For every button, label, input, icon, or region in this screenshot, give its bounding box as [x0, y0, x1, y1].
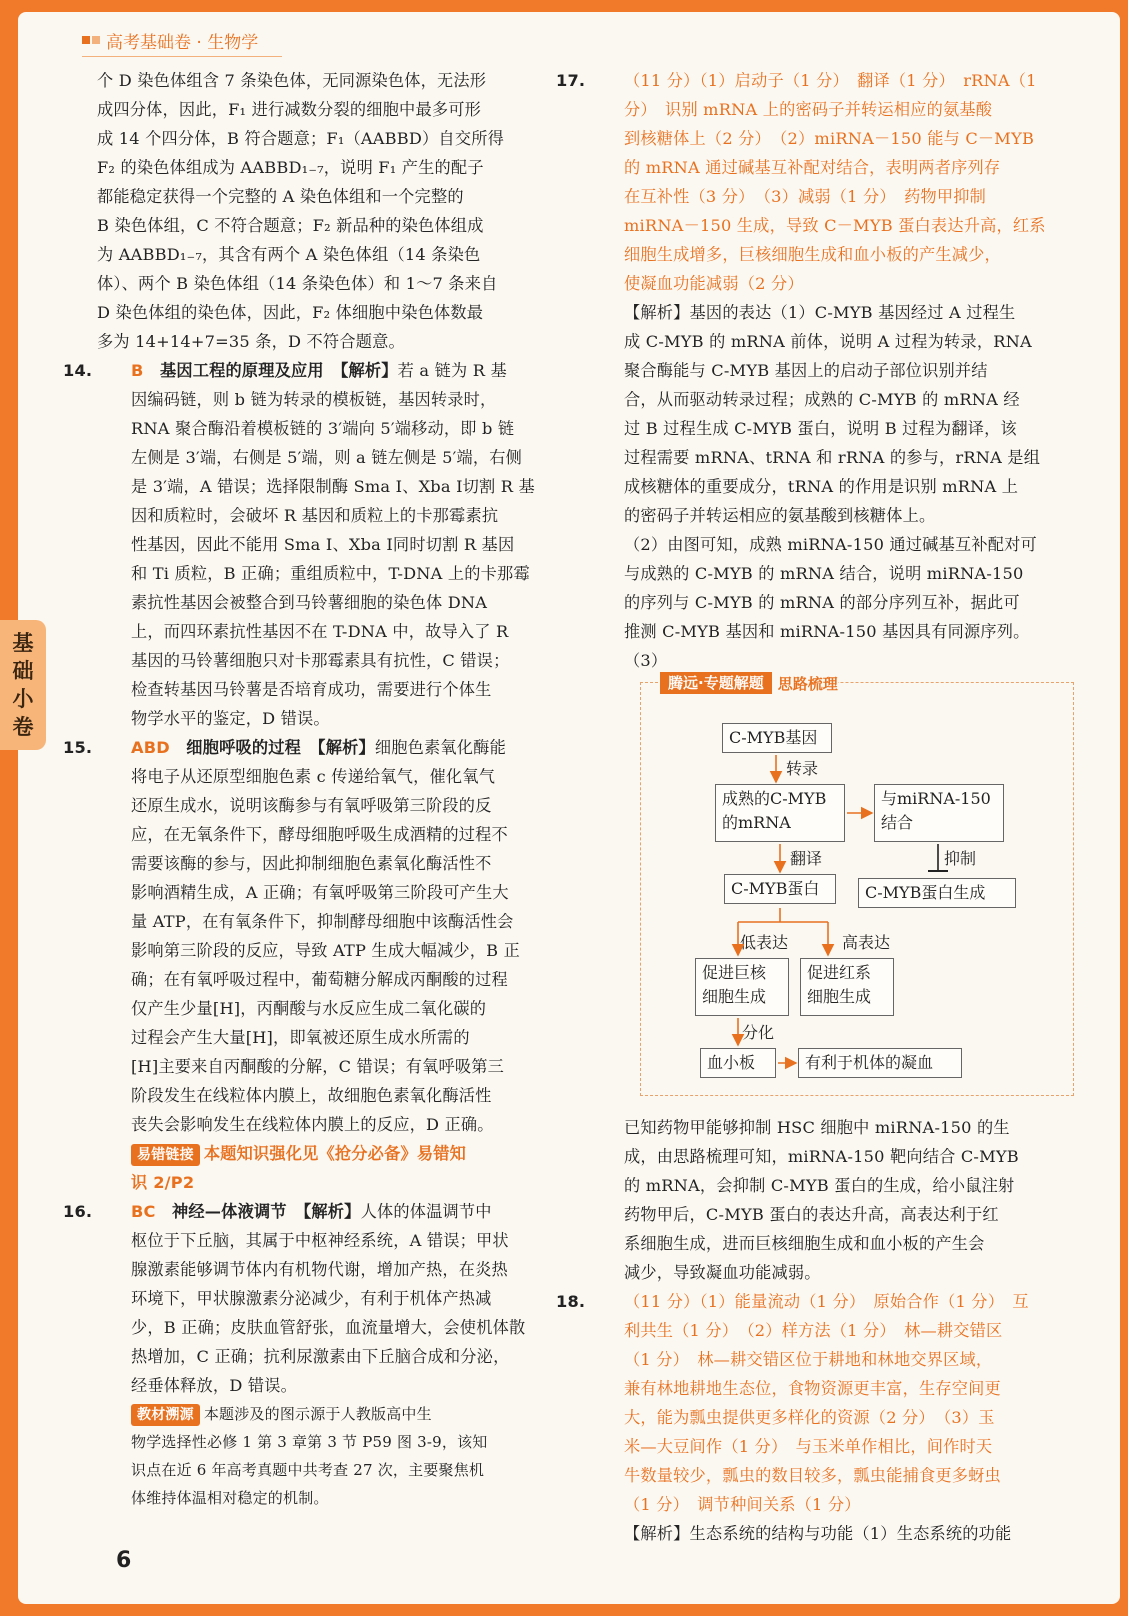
text-line: 需要该酶的参与，因此抑制细胞色素氧化酶活性不: [131, 854, 492, 873]
node-megakaryocyte: [695, 958, 789, 1016]
text-line: 推测 C-MYB 基因和 miRNA-150 基因具有同源序列。: [624, 622, 1030, 641]
text-line: 物学水平的鉴定，D 错误。: [131, 709, 330, 728]
text-line: 成四分体，因此，F₁ 进行减数分裂的细胞中最多可形: [97, 100, 481, 119]
node-mature-mrna: [715, 784, 845, 842]
side-tab-char: 卷: [12, 715, 34, 739]
answer-line: 米—大豆间作（1 分） 与玉米单作相比，间作时天: [624, 1437, 993, 1456]
edge-label-differentiate: 分化: [742, 1023, 775, 1042]
page-header: [82, 26, 258, 54]
text-line: 仅产生少量[H]，丙酮酸与水反应生成二氧化碳的: [131, 999, 487, 1018]
text-line: 将电子从还原型细胞色素 c 传递给氧气，催化氧气: [131, 767, 496, 786]
question-14: [63, 356, 567, 733]
text-line: 的 mRNA，会抑制 C-MYB 蛋白的生成，给小鼠注射: [624, 1176, 1015, 1195]
analysis-tag: 【解析】: [317, 738, 375, 757]
node-label: 血小板: [707, 1053, 756, 1072]
text-line: 【解析】生态系统的结构与功能（1）生态系统的功能: [624, 1524, 1012, 1543]
node-label: 细胞生成: [807, 987, 872, 1006]
text-line: 热增加，C 正确；抗利尿激素由下丘脑合成和分泌，: [131, 1347, 510, 1366]
node-label: 结合: [881, 813, 914, 832]
text-line: 【解析】基因的表达（1）C-MYB 基因经过 A 过程生: [624, 303, 1016, 322]
left-column: [63, 66, 567, 1512]
text-line: 基因的马铃薯细胞只对卡那霉素具有抗性，C 错误；: [131, 651, 510, 670]
analysis-tag: 【解析】: [303, 1202, 361, 1221]
text-line: 聚合酶能与 C-MYB 基因上的启动子部位识别并结: [624, 361, 988, 380]
topic-label: 神经—体液调节: [172, 1202, 287, 1221]
answer-key: ABD: [131, 738, 170, 757]
side-tab: [0, 620, 46, 750]
text-line: 左侧是 3′端，右侧是 5′端，则 a 链左侧是 5′端，右侧: [131, 448, 523, 467]
q17-head: [556, 66, 1070, 95]
answer-line: （1 分） 调节种间关系（1 分）: [624, 1495, 861, 1514]
text-line: 的密码子并转运相应的氨基酸到核糖体上。: [624, 506, 936, 525]
text-line: 成核糖体的重要成分，tRNA 的作用是识别 mRNA 上: [624, 477, 1019, 496]
text-line: D 染色体组的染色体，因此，F₂ 体细胞中染色体数最: [97, 303, 484, 322]
answer-line: （11 分）（1）启动子（1 分） 翻译（1 分） rRNA（1: [624, 71, 1037, 90]
topic-label: 细胞呼吸的过程: [186, 738, 302, 757]
node-protein: [724, 874, 836, 904]
text-line: 与成熟的 C-MYB 的 mRNA 结合，说明 miRNA-150: [624, 564, 1024, 583]
textbook-source-badge: 教材溯源: [131, 1404, 200, 1426]
answer-line: 的 mRNA 通过碱基互补配对结合，表明两者序列存: [624, 158, 1001, 177]
text-line: 过程需要 mRNA、tRNA 和 rRNA 的参与，rRNA 是组: [624, 448, 1041, 467]
answer-line: 在互补性（3 分） （3）减弱（1 分） 药物甲抑制: [624, 187, 987, 206]
text-line: 少，B 正确；皮肤血管舒张，血流量增大，会使机体散: [131, 1318, 526, 1337]
text-line: F₂ 的染色体组成为 AABBD₁₋₇，说明 F₁ 产生的配子: [97, 158, 484, 177]
node-label: C-MYB基因: [729, 728, 818, 747]
analysis-tag: 【解析】: [340, 361, 398, 380]
question-number: 14.: [63, 361, 93, 380]
node-label: 细胞生成: [702, 987, 767, 1006]
answer-line: 兼有林地耕地生态位，食物资源更丰富，生存空间更: [624, 1379, 1001, 1398]
text-line: RNA 聚合酶沿着模板链的 3′端向 5′端移动，即 b 链: [131, 419, 515, 438]
text-line: 本题涉及的图示源于人教版高中生: [203, 1405, 432, 1423]
side-tab-char: 基: [12, 631, 34, 655]
text-line: 细胞色素氧化酶能: [374, 738, 506, 757]
answer-line: 大，能为瓢虫提供更多样化的资源（2 分） （3）玉: [624, 1408, 995, 1427]
node-label: 促进红系: [807, 963, 872, 982]
text-line: 体）、两个 B 染色体组（14 条染色体）和 1～7 条来自: [97, 274, 498, 293]
text-line: 量 ATP，在有氧条件下，抑制酵母细胞中该酶活性会: [131, 912, 514, 931]
side-tab-char: 小: [12, 687, 34, 711]
text-line: （2）由图可知，成熟 miRNA-150 通过碱基互补配对可: [624, 535, 1037, 554]
diagram-badge: 腾远·专题解题: [660, 672, 772, 694]
text-line: 过程会产生大量[H]，即氧被还原生成水所需的: [131, 1028, 470, 1047]
text-line: 阶段发生在线粒体内膜上，故细胞色素氧化酶活性: [131, 1086, 492, 1105]
text-line: 经垂体释放，D 错误。: [131, 1376, 298, 1395]
text-line: 影响酒精生成，A 正确；有氧呼吸第三阶段可产生大: [131, 883, 509, 902]
text-line: 个 D 染色体组含 7 条染色体，无同源染色体，无法形: [97, 71, 487, 90]
question-number: 16.: [63, 1202, 93, 1221]
q18-head: [556, 1287, 1070, 1316]
page-number: 6: [116, 1548, 132, 1573]
node-label: 与miRNA-150: [881, 789, 991, 808]
answer-line: 使凝血功能减弱（2 分）: [624, 274, 804, 293]
node-label: C-MYB蛋白生成: [865, 883, 986, 902]
text-line: 确；在有氧呼吸过程中，葡萄糖分解成丙酮酸的过程: [131, 970, 508, 989]
question-number: 15.: [63, 738, 93, 757]
node-gene: [722, 723, 832, 753]
question-18: [556, 1287, 1070, 1548]
text-line: 多为 14+14+7=35 条，D 不符合题意。: [97, 332, 405, 351]
text-line: 还原生成水，说明该酶参与有氧呼吸第三阶段的反: [131, 796, 492, 815]
text-line: 上，而四环素抗性基因不在 T-DNA 中，故导入了 R: [131, 622, 509, 641]
answer-line: （11 分）（1）能量流动（1 分） 原始合作（1 分） 互: [624, 1292, 1029, 1311]
text-line: 性基因，因此不能用 Sma Ⅰ、Xba Ⅰ同时切割 R 基因: [131, 535, 515, 554]
q14-head: [63, 356, 567, 385]
node-erythroid: [800, 958, 894, 1016]
text-line: 素抗性基因会被整合到马铃薯细胞的染色体 DNA: [131, 593, 488, 612]
answer-line: 牛数量较少，瓢虫的数目较多，瓢虫能捕食更多蚜虫: [624, 1466, 1001, 1485]
q16-head: [63, 1197, 567, 1226]
answer-line: miRNA－150 生成，导致 C－MYB 蛋白表达升高，红系: [624, 216, 1046, 235]
text-line: 因和质粒时，会破坏 R 基因和质粒上的卡那霉素抗: [131, 506, 499, 525]
text-line: 为 AABBD₁₋₇，其含有两个 A 染色体组（14 条染色: [97, 245, 481, 264]
error-link-text: 本题知识强化见《抢分必备》易错知: [203, 1144, 467, 1163]
text-line: 成 C-MYB 的 mRNA 前体，说明 A 过程为转录，RNA: [624, 332, 1032, 351]
text-line: 合，从而驱动转录过程；成熟的 C-MYB 的 mRNA 经: [624, 390, 1020, 409]
node-label: 的mRNA: [722, 813, 791, 832]
question-number: 18.: [556, 1292, 586, 1311]
diagram-title-text: 思路梳理: [772, 673, 838, 694]
text-line: （3）: [624, 651, 668, 670]
q13-continuation: [97, 66, 567, 356]
edge-label-translate: 翻译: [790, 849, 823, 868]
edge-label-inhibit: 抑制: [944, 849, 977, 868]
text-line: B 染色体组，C 不符合题意；F₂ 新品种的染色体组成: [97, 216, 484, 235]
question-number: 17.: [556, 71, 586, 90]
diagram-title: [660, 672, 838, 694]
answer-line: 分） 识别 mRNA 上的密码子并转运相应的氨基酸: [624, 100, 993, 119]
textbook-source-note: [97, 1400, 567, 1512]
text-line: 成，由思路梳理可知，miRNA-150 靶向结合 C-MYB: [624, 1147, 1019, 1166]
text-line: 系细胞生成，进而巨核细胞生成和血小板的产生会: [624, 1234, 985, 1253]
node-label: 成熟的C-MYB: [722, 789, 827, 808]
answer-line: （1 分） 林—耕交错区位于耕地和林地交界区域，: [624, 1350, 993, 1369]
error-link-note: [131, 1139, 567, 1168]
text-line: 若 a 链为 R 基: [397, 361, 507, 380]
text-line: 已知药物甲能够抑制 HSC 细胞中 miRNA-150 的生: [624, 1118, 1010, 1137]
node-label: 有利于机体的凝血: [805, 1053, 934, 1072]
text-line: 应，在无氧条件下，酵母细胞呼吸生成酒精的过程不: [131, 825, 508, 844]
text-line: 因编码链，则 b 链为转录的模板链，基因转录时，: [131, 390, 497, 409]
error-link-text: 识 2/P2: [131, 1173, 195, 1192]
answer-line: 细胞生成增多，巨核细胞生成和血小板的产生减少，: [624, 245, 1001, 264]
edge-label-high: 高表达: [842, 933, 891, 952]
text-line: 都能稳定获得一个完整的 A 染色体组和一个完整的: [97, 187, 464, 206]
node-label: C-MYB蛋白: [731, 879, 820, 898]
text-line: 影响第三阶段的反应，导致 ATP 生成大幅减少，B 正: [131, 941, 520, 960]
answer-line: 到核糖体上（2 分） （2）miRNA－150 能与 C－MYB: [624, 129, 1035, 148]
topic-label: 基因工程的原理及应用: [159, 361, 324, 380]
text-line: 识点在近 6 年高考真题中共考查 27 次，主要聚焦机: [131, 1461, 485, 1479]
text-line: 枢位于下丘脑，其属于中枢神经系统，A 错误；甲状: [131, 1231, 509, 1250]
text-line: 减少，导致凝血功能减弱。: [624, 1263, 821, 1282]
edge-label-transcribe: 转录: [786, 759, 819, 778]
node-label: 促进巨核: [702, 963, 767, 982]
text-line: 成 14 个四分体，B 符合题意；F₁（AABBD）自交所得: [97, 129, 504, 148]
text-line: 药物甲后，C-MYB 蛋白的表达升高，高表达利于红: [624, 1205, 999, 1224]
text-line: 的序列与 C-MYB 的 mRNA 的部分序列互补，据此可: [624, 593, 1020, 612]
text-line: 和 Ti 质粒，B 正确；重组质粒中，T-DNA 上的卡那霉: [131, 564, 530, 583]
answer-line: 利共生（1 分） （2）样方法（1 分） 林—耕交错区: [624, 1321, 1003, 1340]
node-protein-gen: [858, 878, 1016, 908]
text-line: 检查转基因马铃薯是否培育成功，需要进行个体生: [131, 680, 492, 699]
node-clotting: [798, 1048, 962, 1078]
question-15: [63, 733, 567, 1197]
text-line: 丧失会影响发生在线粒体内膜上的反应，D 正确。: [131, 1115, 494, 1134]
node-bind-mirna: [874, 784, 1004, 842]
text-line: 过 B 过程生成 C-MYB 蛋白，说明 B 过程为翻译，该: [624, 419, 1017, 438]
text-line: 体维持体温相对稳定的机制。: [131, 1489, 329, 1507]
side-tab-char: 础: [12, 659, 34, 683]
text-line: 腺激素能够调节体内有机物代谢，增加产热，在炎热: [131, 1260, 508, 1279]
header-divider: [82, 56, 282, 57]
header-title: 高考基础卷 · 生物学: [106, 32, 259, 53]
text-line: [H]主要来自丙酮酸的分解，C 错误；有氧呼吸第三: [131, 1057, 505, 1076]
text-line: 人体的体温调节中: [360, 1202, 492, 1221]
question-16: [63, 1197, 567, 1512]
text-line: 物学选择性必修 1 第 3 章第 3 节 P59 图 3-9，该知: [131, 1433, 488, 1451]
answer-key: BC: [131, 1202, 156, 1221]
q15-head: [63, 733, 567, 762]
node-platelet: [700, 1048, 776, 1078]
text-line: 是 3′端，A 错误；选择限制酶 Sma Ⅰ、Xba Ⅰ切割 R 基: [131, 477, 535, 496]
edge-label-low: 低表达: [740, 933, 789, 952]
header-logo-icon: [82, 36, 100, 44]
error-link-badge: 易错链接: [131, 1144, 200, 1166]
text-line: 环境下，甲状腺激素分泌减少，有利于机体产热减: [131, 1289, 492, 1308]
answer-key: B: [131, 361, 144, 380]
